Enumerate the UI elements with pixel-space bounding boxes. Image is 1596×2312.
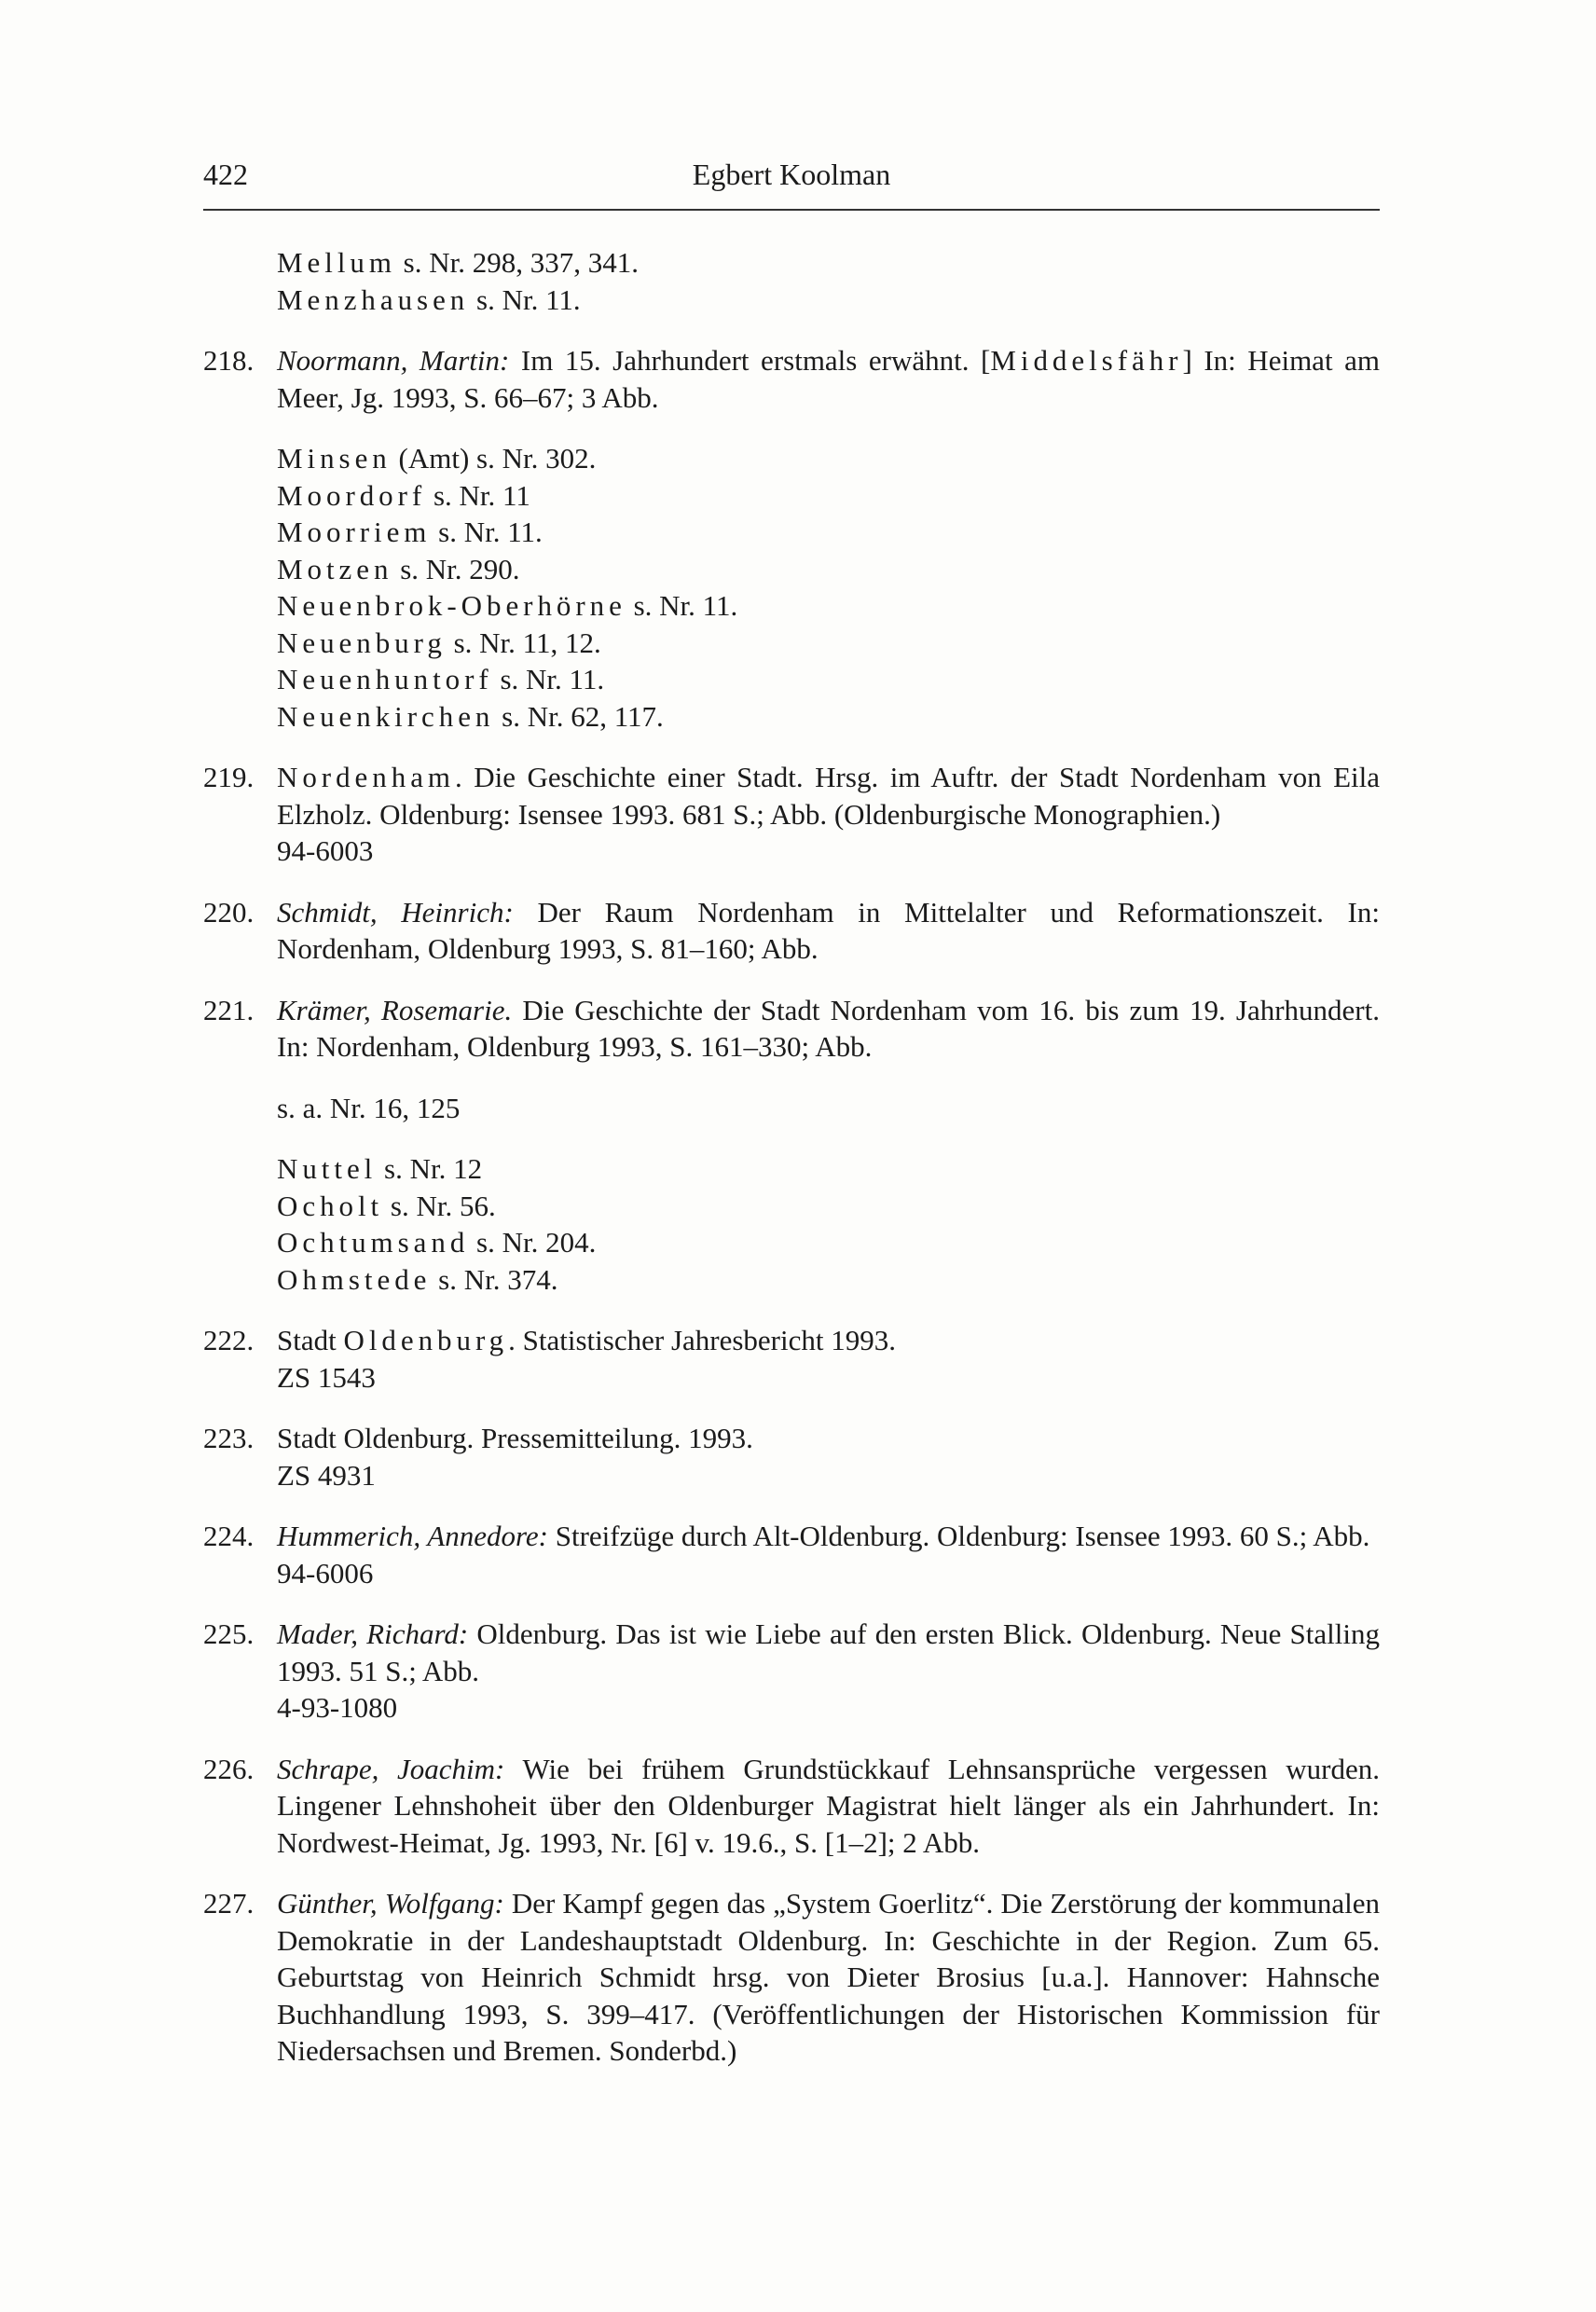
bib-entry-227: 227. Günther, Wolfgang: Der Kampf gegen das „System Goerlitz“. Die Zerstörung der kommunalen Demokratie in der Landeshauptstadt Oldenburg. In: Geschichte in der Region. Zum 65. Geburtstag von Heinrich Schmidt hrsg. von Dieter Brosius [u.a.]. Hannover: Hahnsche Buchhandlung 1993, S. 399–417. (Veröffentlichungen der Historischen Kommission für Niedersachsen und Bremen. Sonderbd.) [203,1887,1380,2067]
cross-reference: Neuenhuntorf s. Nr. 11. [277,663,605,695]
page-number: 422 [203,158,248,191]
cross-reference: Motzen s. Nr. 290. [277,552,520,585]
entry-number: 224. [203,1520,255,1552]
entry-number: 221. [203,993,255,1026]
entry-author: Günther, Wolfgang: [277,1887,504,1920]
place-name: Neuenkirchen [277,699,495,733]
entry-author: Schrape, Joachim: [277,1752,505,1785]
shelf-signature: 4-93-1080 [277,1691,398,1724]
bib-entry-219: 219. Nordenham. Die Geschichte einer Stadt. Hrsg. im Auftr. der Stadt Nordenham von Eila Elzholz. Oldenburg: Isensee 1993. 681 S.; Abb. (Oldenburgische Monographien.) 94-6003 [203,759,1380,870]
cross-reference: Neuenburg s. Nr. 11, 12. [277,626,601,659]
entry-author: Noormann, Martin: [277,344,510,377]
entry-author: Krämer, Rosemarie. [277,993,513,1026]
entry-author: Schmidt, Heinrich: [277,895,514,929]
shelf-signature: ZS 4931 [277,1458,376,1492]
cross-reference: Ohmstede s. Nr. 374. [277,1262,558,1296]
entry-author: Hummerich, Annedore: [277,1520,548,1552]
cross-reference: Moorriem s. Nr. 11. [277,516,543,548]
page-header [203,157,1380,205]
place-name: Neuenhuntorf [277,663,493,695]
place-name: Middelsfähr [990,344,1183,377]
cross-reference: Neuenkirchen s. Nr. 62, 117. [277,699,664,733]
bib-entry-223: 223. Stadt Oldenburg. Pressemitteilung. 1993. ZS 4931 [203,1420,1380,1493]
entry-number: 220. [203,895,255,929]
cross-reference: Ocholt s. Nr. 56. [277,1189,496,1222]
place-name: Ohmstede [277,1262,432,1296]
place-name: Moorriem [277,516,432,548]
entry-number: 226. [203,1752,255,1785]
place-name: Mellum [277,246,396,279]
bib-entry-222: 222. Stadt Oldenburg. Statistischer Jahresbericht 1993. ZS 1543 [203,1322,1380,1396]
entry-number: 218. [203,344,255,377]
place-name: Neuenbrok-Oberhörne [277,589,626,622]
entry-number: 219. [203,761,255,793]
cross-reference: Neuenbrok-Oberhörne s. Nr. 11. [277,589,738,622]
bib-entry-224: 224. Hummerich, Annedore: Streifzüge durch Alt-Oldenburg. Oldenburg: Isensee 1993. 60 S.; Abb. 94-6006 [203,1518,1380,1591]
shelf-signature: 94-6003 [277,834,374,867]
place-name: Minsen [277,442,392,475]
place-name: Ocholt [277,1189,384,1222]
bib-entry-226: 226. Schrape, Joachim: Wie bei frühem Grundstückkauf Lehnsansprüche vergessen wurden. Lingener Lehnshoheit über den Oldenburger Magistrat hielt länger als ein Jahrhundert. In: Nordwest-Heimat, Jg. 1993, Nr. [6] v. 19.6., S. [1–2]; 2 Abb. [203,1752,1380,1859]
place-name: Nuttel [277,1152,378,1185]
cross-reference: Menzhausen s. Nr. 11. [277,282,581,316]
see-also: s. a. Nr. 16, 125 [277,1091,461,1124]
place-name: Neuenburg [277,626,447,659]
entry-number: 227. [203,1887,255,1920]
shelf-signature: 94-6006 [277,1556,374,1590]
place-name: Nordenham [277,761,455,793]
entry-number: 222. [203,1324,255,1356]
entry-number: 223. [203,1422,255,1454]
shelf-signature: ZS 1543 [277,1360,376,1394]
place-name: Motzen [277,552,393,585]
entry-number: 225. [203,1617,255,1650]
bib-entry-218: 218. Noormann, Martin: Im 15. Jahrhundert erstmals erwähnt. [Middelsfähr] In: Heimat am Meer, Jg. 1993, S. 66–67; 3 Abb. [203,344,1380,414]
place-name: Oldenburg [343,1324,509,1356]
cross-reference: Nuttel s. Nr. 12 [277,1152,483,1185]
cross-reference: Ochtumsand s. Nr. 204. [277,1226,597,1259]
bib-entry-225: 225. Mader, Richard: Oldenburg. Das ist wie Liebe auf den ersten Blick. Oldenburg. Neue Stalling 1993. 51 S.; Abb. 4-93-1080 [203,1616,1380,1727]
running-head: Egbert Koolman [692,158,891,191]
cross-reference: Mellum s. Nr. 298, 337, 341. [277,246,639,279]
bibliography-content [203,244,1380,2070]
place-name: Menzhausen [277,282,470,316]
header-rule [203,209,1380,211]
entry-author: Mader, Richard: [277,1617,469,1650]
cross-reference: Minsen (Amt) s. Nr. 302. [277,442,597,475]
bib-entry-221: 221. Krämer, Rosemarie. Die Geschichte der Stadt Nordenham vom 16. bis zum 19. Jahrhundert. In: Nordenham, Oldenburg 1993, S. 161–330; Abb. [203,993,1380,1063]
cross-reference: Moordorf s. Nr. 11 [277,478,530,512]
bib-entry-220: 220. Schmidt, Heinrich: Der Raum Nordenham in Mittelalter und Reformationszeit. In: Nordenham, Oldenburg 1993, S. 81–160; Abb. [203,895,1380,965]
place-name: Ochtumsand [277,1226,470,1259]
place-name: Moordorf [277,478,427,512]
